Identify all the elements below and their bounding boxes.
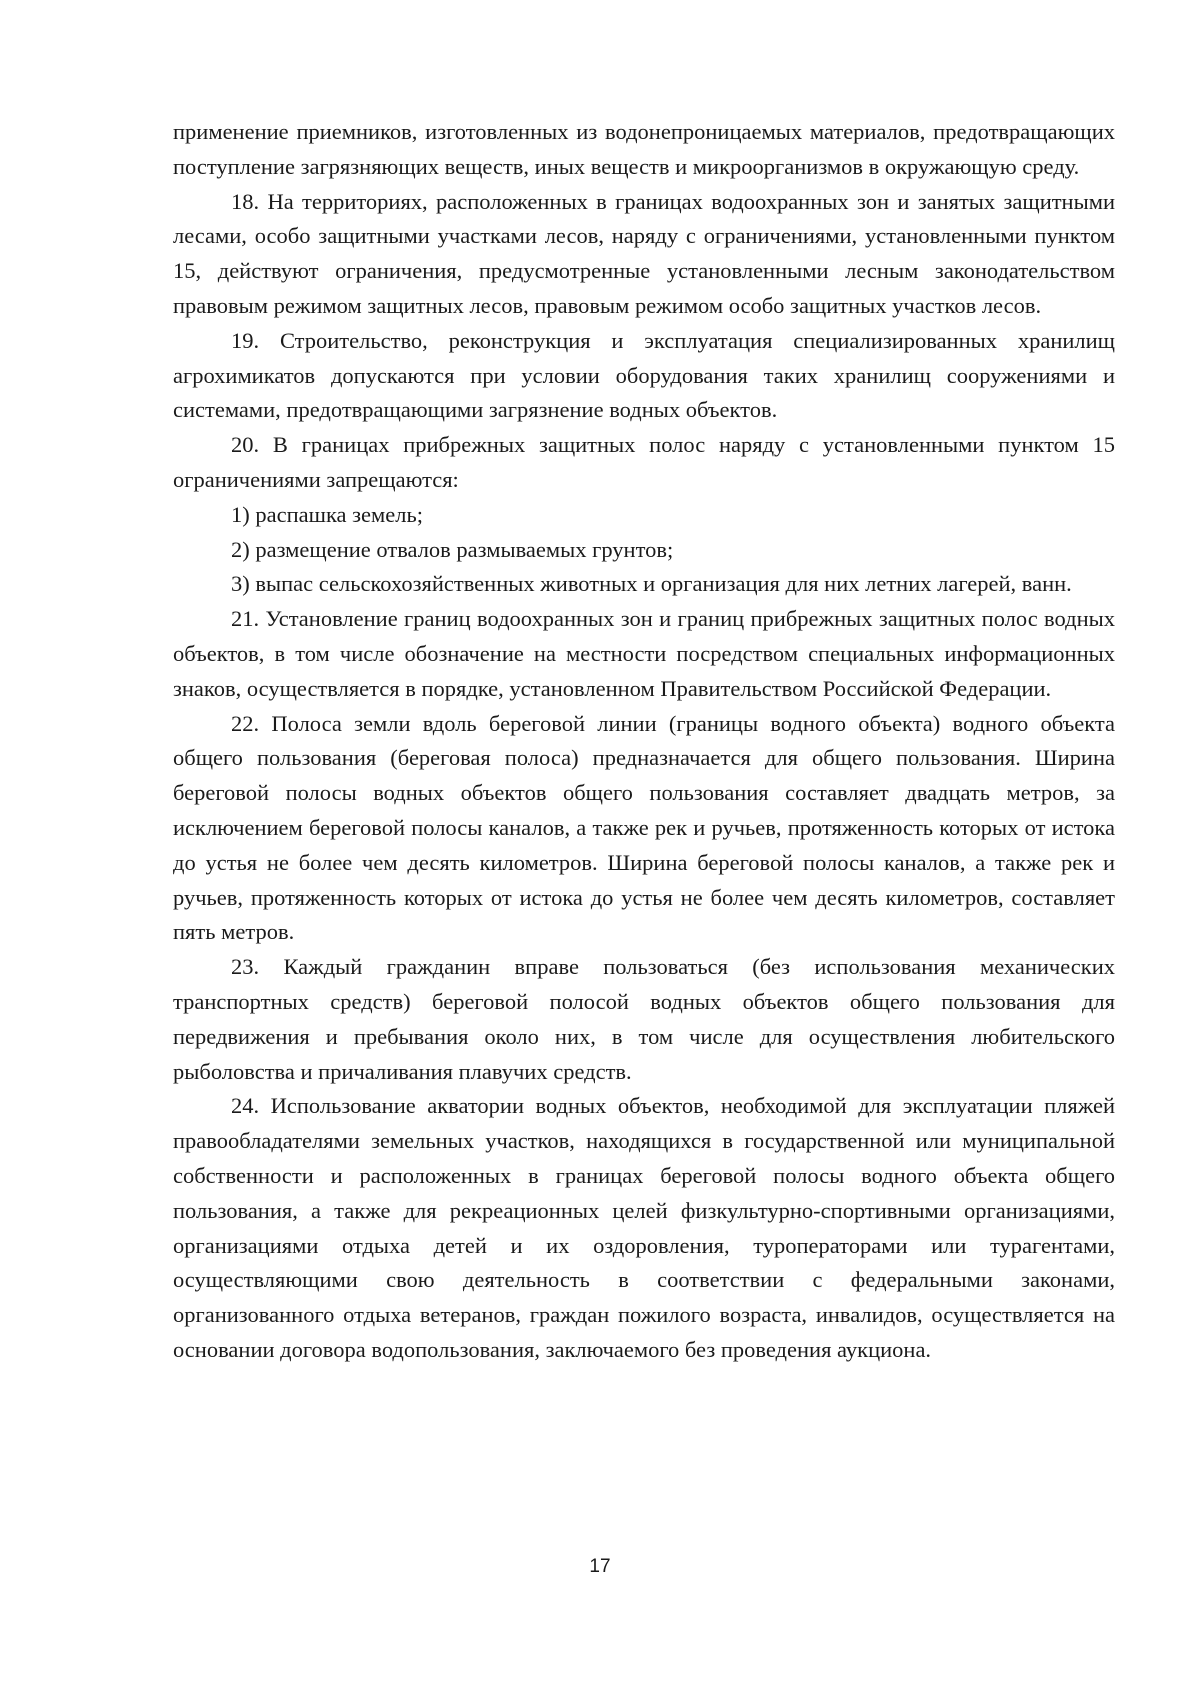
paragraph-22: 22. Полоса земли вдоль береговой линии (границы водного объекта) водного объекта общего пользования (береговая полоса) предназначается для общего пользования. Ширина береговой полосы водных объектов общего пользования составляет двадцать метров, за исключением береговой полосы каналов, а также рек и ручьев, протяженность которых от истока до устья не более чем десять километров. Ширина береговой полосы каналов, а также рек и ручьев, протяженность которых от истока до устья не более чем десять километров, составляет пять метров.: [173, 710, 1115, 945]
paragraph-23: 23. Каждый гражданин вправе пользоваться (без использования механических транспортных средств) береговой полосой водных объектов общего пользования для передвижения и пребывания около них, в том числе для осуществления любительского рыболовства и причаливания плавучих средств.: [173, 954, 1115, 1084]
paragraph-18: 18. На территориях, расположенных в границах водоохранных зон и занятых защитными лесами, особо защитными участками лесов, наряду с ограничениями, установленными пунктом 15, действуют ограничения, предусмотренные установленными лесным законодательством правовым режимом защитных лесов, правовым режимом особо защитных участков лесов.: [173, 188, 1115, 318]
paragraph-continuation: применение приемников, изготовленных из водонепроницаемых материалов, предотвращающих поступление загрязняющих веществ, иных веществ и микроорганизмов в окружающую среду.: [173, 119, 1115, 179]
list-item-2: 2) размещение отвалов размываемых грунтов;: [231, 536, 674, 562]
paragraph-21: 21. Установление границ водоохранных зон и границ прибрежных защитных полос водных объектов, в том числе обозначение на местности посредством специальных информационных знаков, осуществляется в порядке, установленном Правительством Российской Федерации.: [173, 606, 1115, 701]
page-number: 17: [589, 1556, 611, 1577]
paragraph-24: 24. Использование акватории водных объектов, необходимой для эксплуатации пляжей правообладателями земельных участков, находящихся в государственной или муниципальной собственности и расположенных в границах береговой полосы водного объекта общего пользования, а также для рекреационных целей физкультурно-спортивными организациями, организациями отдыха детей и их оздоровления, туроператорами или турагентами, осуществляющими свою деятельность в соответствии с федеральными законами, организованного отдыха ветеранов, граждан пожилого возраста, инвалидов, осуществляется на основании договора водопользования, заключаемого без проведения аукциона.: [173, 1093, 1115, 1362]
paragraph-20: 20. В границах прибрежных защитных полос наряду с установленными пунктом 15 ограничениями запрещаются:: [173, 432, 1115, 492]
paragraph-19: 19. Строительство, реконструкция и эксплуатация специализированных хранилищ агрохимикатов допускаются при условии оборудования таких хранилищ сооружениями и системами, предотвращающими загрязнение водных объектов.: [173, 327, 1115, 423]
list-item-3: 3) выпас сельскохозяйственных животных и организация для них летних лагерей, ванн.: [231, 571, 1072, 597]
list-item-1: 1) распашка земель;: [231, 501, 423, 527]
document-body: [173, 115, 1115, 1368]
